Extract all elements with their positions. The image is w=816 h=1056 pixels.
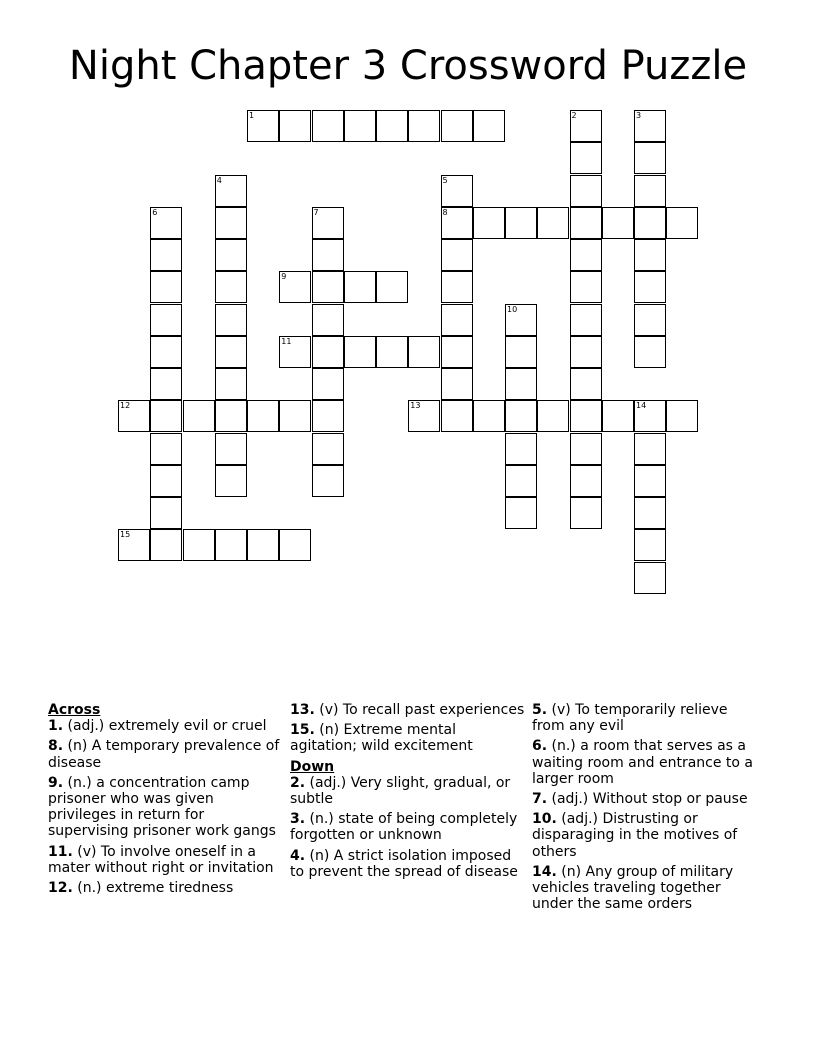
clue-down-10: 10. (adj.) Distrusting or disparaging in the motives of others bbox=[532, 811, 738, 860]
grid-cell[interactable] bbox=[634, 239, 666, 271]
clue-down-7: 7. (adj.) Without stop or pause bbox=[532, 791, 748, 808]
grid-cell[interactable] bbox=[279, 271, 311, 303]
grid-cell[interactable] bbox=[570, 400, 602, 432]
clue-down-6: 6. (n.) a room that serves as a waiting room and entrance to a larger room bbox=[532, 738, 753, 787]
grid-cell[interactable] bbox=[634, 304, 666, 336]
grid-cell[interactable] bbox=[150, 400, 182, 432]
grid-cell[interactable] bbox=[376, 271, 408, 303]
grid-cell[interactable] bbox=[150, 465, 182, 497]
grid-cell[interactable] bbox=[505, 336, 537, 368]
clue-number: 8 bbox=[442, 207, 448, 217]
grid-cell[interactable] bbox=[634, 271, 666, 303]
grid-cell[interactable] bbox=[312, 271, 344, 303]
grid-cell[interactable] bbox=[570, 142, 602, 174]
clue-number: 13 bbox=[410, 401, 421, 411]
grid-cell[interactable] bbox=[634, 562, 666, 594]
grid-cell[interactable] bbox=[118, 400, 150, 432]
clue-number: 14 bbox=[636, 401, 647, 411]
grid-cell[interactable] bbox=[570, 110, 602, 142]
grid-cell[interactable] bbox=[505, 400, 537, 432]
grid-cell[interactable] bbox=[505, 465, 537, 497]
grid-cell[interactable] bbox=[408, 400, 440, 432]
grid-cell[interactable] bbox=[408, 110, 440, 142]
clue-down-4: 4. (n) A strict isolation imposed to prevent the spread of disease bbox=[290, 847, 518, 880]
grid-cell[interactable] bbox=[666, 400, 698, 432]
grid-cell[interactable] bbox=[570, 239, 602, 271]
grid-cell[interactable] bbox=[215, 304, 247, 336]
grid-cell[interactable] bbox=[505, 497, 537, 529]
grid-cell[interactable] bbox=[473, 207, 505, 239]
grid-cell[interactable] bbox=[150, 368, 182, 400]
clue-number: 6 bbox=[152, 207, 158, 217]
clues-column-1 bbox=[48, 702, 280, 900]
grid-cell[interactable] bbox=[634, 175, 666, 207]
grid-cell[interactable] bbox=[441, 400, 473, 432]
page-title: Night Chapter 3 Crossword Puzzle bbox=[68, 43, 748, 89]
grid-cell[interactable] bbox=[441, 239, 473, 271]
grid-cell[interactable] bbox=[150, 529, 182, 561]
grid-cell[interactable] bbox=[183, 400, 215, 432]
grid-cell[interactable] bbox=[312, 239, 344, 271]
grid-cell[interactable] bbox=[215, 207, 247, 239]
grid-cell[interactable] bbox=[376, 336, 408, 368]
grid-cell[interactable] bbox=[505, 207, 537, 239]
grid-cell[interactable] bbox=[344, 271, 376, 303]
grid-cell[interactable] bbox=[441, 110, 473, 142]
grid-cell[interactable] bbox=[312, 400, 344, 432]
grid-cell[interactable] bbox=[570, 207, 602, 239]
clue-across-12: 12. (n.) extreme tiredness bbox=[48, 880, 234, 897]
grid-cell[interactable] bbox=[537, 400, 569, 432]
grid-cell[interactable] bbox=[247, 110, 279, 142]
grid-cell[interactable] bbox=[570, 497, 602, 529]
grid-cell[interactable] bbox=[634, 142, 666, 174]
clues-column-3 bbox=[532, 702, 762, 916]
grid-cell[interactable] bbox=[441, 271, 473, 303]
grid-cell[interactable] bbox=[215, 175, 247, 207]
grid-cell[interactable] bbox=[634, 497, 666, 529]
grid-cell[interactable] bbox=[634, 336, 666, 368]
grid-cell[interactable] bbox=[183, 529, 215, 561]
clue-across-9: 9. (n.) a concentration camp prisoner who was given privileges in return for supervising prisoner work gangs bbox=[48, 774, 276, 840]
grid-cell[interactable] bbox=[441, 207, 473, 239]
clue-number: 3 bbox=[636, 111, 642, 120]
grid-cell[interactable] bbox=[312, 336, 344, 368]
grid-cell[interactable] bbox=[312, 110, 344, 142]
clue-down-14: 14. (n) Any group of military vehicles traveling together under the same orders bbox=[532, 863, 734, 913]
clues-column-2 bbox=[290, 702, 526, 884]
grid-cell[interactable] bbox=[279, 529, 311, 561]
clue-number: 12 bbox=[120, 401, 131, 411]
grid-cell[interactable] bbox=[570, 304, 602, 336]
clue-number: 2 bbox=[571, 111, 577, 120]
grid-cell[interactable] bbox=[570, 175, 602, 207]
grid-cell[interactable] bbox=[634, 400, 666, 432]
grid-cell[interactable] bbox=[312, 368, 344, 400]
grid-cell[interactable] bbox=[312, 304, 344, 336]
clue-number: 15 bbox=[120, 530, 131, 540]
grid-cell[interactable] bbox=[408, 336, 440, 368]
grid-cell[interactable] bbox=[666, 207, 698, 239]
clue-number: 1 bbox=[249, 111, 255, 120]
grid-cell[interactable] bbox=[118, 529, 150, 561]
clue-down-2: 2. (adj.) Very slight, gradual, or subtle bbox=[290, 774, 511, 808]
grid-cell[interactable] bbox=[634, 433, 666, 465]
grid-cell[interactable] bbox=[505, 433, 537, 465]
grid-cell[interactable] bbox=[215, 336, 247, 368]
grid-cell[interactable] bbox=[570, 465, 602, 497]
grid-cell[interactable] bbox=[441, 175, 473, 207]
grid-cell[interactable] bbox=[473, 400, 505, 432]
clue-number: 4 bbox=[216, 175, 222, 185]
grid-cell[interactable] bbox=[602, 400, 634, 432]
grid-cell[interactable] bbox=[150, 304, 182, 336]
grid-cell[interactable] bbox=[312, 465, 344, 497]
grid-cell[interactable] bbox=[376, 110, 408, 142]
grid-cell[interactable] bbox=[215, 465, 247, 497]
clue-across-11: 11. (v) To involve oneself in a mater without right or invitation bbox=[48, 843, 274, 876]
clue-number: 10 bbox=[507, 304, 518, 314]
grid-cell[interactable] bbox=[344, 336, 376, 368]
grid-cell[interactable] bbox=[634, 465, 666, 497]
grid-cell[interactable] bbox=[247, 529, 279, 561]
grid-cell[interactable] bbox=[150, 207, 182, 239]
grid-cell[interactable] bbox=[312, 207, 344, 239]
grid-cell[interactable] bbox=[150, 239, 182, 271]
grid-cell[interactable] bbox=[505, 304, 537, 336]
grid-cell[interactable] bbox=[473, 110, 505, 142]
grid-cell[interactable] bbox=[634, 529, 666, 561]
grid-cell[interactable] bbox=[215, 529, 247, 561]
grid-cell[interactable] bbox=[570, 336, 602, 368]
grid-cell[interactable] bbox=[634, 207, 666, 239]
grid-cell[interactable] bbox=[150, 497, 182, 529]
grid-cell[interactable] bbox=[215, 433, 247, 465]
clue-across-13: 13. (v) To recall past experiences bbox=[290, 702, 525, 718]
grid-cell[interactable] bbox=[150, 336, 182, 368]
clue-number: 11 bbox=[281, 336, 292, 346]
grid-cell[interactable] bbox=[441, 336, 473, 368]
clue-number: 9 bbox=[281, 272, 287, 282]
grid-cell[interactable] bbox=[279, 110, 311, 142]
grid-cell[interactable] bbox=[602, 207, 634, 239]
grid-cell[interactable] bbox=[150, 433, 182, 465]
clue-down-3: 3. (n.) state of being completely forgotten or unknown bbox=[290, 811, 518, 844]
down-heading: Down bbox=[290, 758, 335, 775]
clue-number: 7 bbox=[313, 207, 319, 217]
grid-cell[interactable] bbox=[279, 400, 311, 432]
clue-number: 5 bbox=[442, 175, 448, 185]
grid-cell[interactable] bbox=[150, 271, 182, 303]
grid-cell[interactable] bbox=[215, 271, 247, 303]
clue-down-5: 5. (v) To temporarily relieve from any evil bbox=[532, 702, 728, 735]
grid-cell[interactable] bbox=[570, 433, 602, 465]
grid-cell[interactable] bbox=[215, 400, 247, 432]
grid-cell[interactable] bbox=[570, 271, 602, 303]
grid-cell[interactable] bbox=[441, 304, 473, 336]
clue-across-8: 8. (n) A temporary prevalence of disease bbox=[48, 738, 280, 771]
grid-cell[interactable] bbox=[215, 239, 247, 271]
across-heading: Across bbox=[48, 702, 101, 718]
grid-cell[interactable] bbox=[505, 368, 537, 400]
grid-cell[interactable] bbox=[570, 368, 602, 400]
grid-cell[interactable] bbox=[537, 207, 569, 239]
grid-cell[interactable] bbox=[634, 110, 666, 142]
grid-cell[interactable] bbox=[344, 110, 376, 142]
grid-cell[interactable] bbox=[279, 336, 311, 368]
clue-across-15: 15. (n) Extreme mental agitation; wild excitement bbox=[290, 722, 473, 755]
grid-cell[interactable] bbox=[215, 368, 247, 400]
grid-cell[interactable] bbox=[312, 433, 344, 465]
grid-cell[interactable] bbox=[247, 400, 279, 432]
grid-cell[interactable] bbox=[441, 368, 473, 400]
clue-across-1: 1. (adj.) extremely evil or cruel bbox=[48, 718, 267, 735]
